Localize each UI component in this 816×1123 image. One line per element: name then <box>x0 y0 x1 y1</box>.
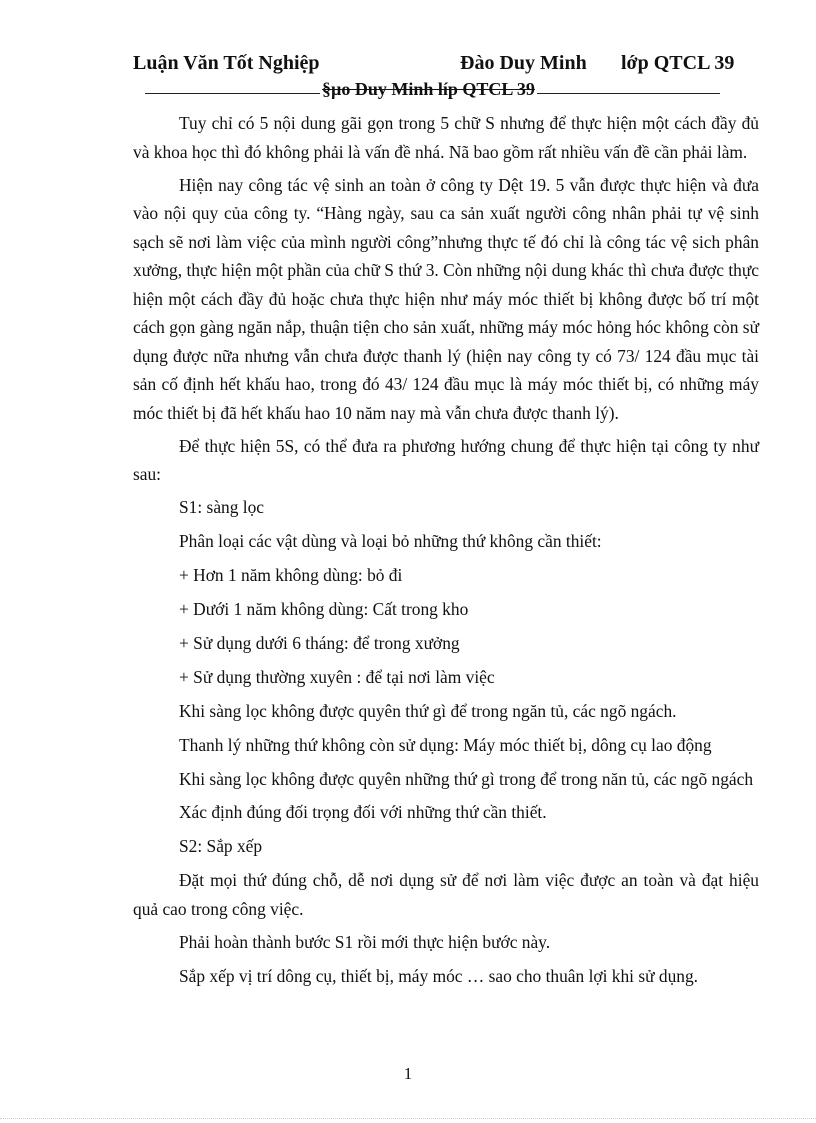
list-item: Phải hoàn thành bước S1 rồi mới thực hiện bước này. <box>179 931 551 952</box>
header-thesis-title: Luận Văn Tốt Nghiệp <box>133 52 320 74</box>
paragraph-direction: Để thực hiện 5S, có thể đưa ra phương hướng chung để thực hiện tại công ty như sau: <box>133 435 759 484</box>
paragraph-current-state: Hiện nay công tác vệ sinh an toàn ở công ty Dệt 19. 5 vẫn được thực hiện và đưa vào nội quy của công ty. “Hàng ngày, sau ca sản xuất người công nhân phải tự vệ sinh sạch sẽ nơi làm việc của mình người công”nhưng thực tế đó chỉ là công tác vệ sich phân xưởng, thực hiện một phần của chữ S thứ 3. Còn những nội dung khác thì chưa được thực hiện một cách đầy đủ hoặc chưa thực hiện như máy móc thiết bị không được bố trí một cách gọn gàng ngăn nắp, thuận tiện cho sản xuất, những máy móc hỏng hóc không còn sử dụng được nữa nhưng vẫn chưa được thanh lý (hiện nay công ty có 73/ 124 đầu mục tài sản cố định hết khấu hao, trong đó 43/ 124 đầu mục là máy móc thiết bị, có những máy móc thiết bị đã hết khấu hao 10 năm nay mà vẫn chưa được thanh lý). <box>133 174 759 423</box>
list-item: Khi sàng lọc không được quyên thứ gì để trong ngăn tủ, các ngõ ngách. <box>179 701 677 721</box>
page-bottom-edge <box>0 1118 816 1119</box>
header-author-name: Đào Duy Minh <box>460 52 587 74</box>
paragraph-sorting-note: Khi sàng lọc không được quyên những thứ gì trong để trong năn tủ, các ngõ ngách <box>179 769 754 789</box>
header-struck-text: §µo Duy Minh líp QTCL 39 <box>322 79 535 99</box>
list-item: Sắp xếp vị trí dông cụ, thiết bị, máy móc … sao cho thuân lợi khi sử dụng. <box>179 965 699 986</box>
paragraph-intro: Tuy chỉ có 5 nội dung gãi gọn trong 5 chữ S nhưng để thực hiện một cách đầy đủ và khoa học thì đó không phải là vấn đề nhá. Nã bao gồm rất nhiều vấn đề cần phải làm. <box>133 113 759 162</box>
page-header <box>133 52 748 82</box>
list-item: Phân loại các vật dùng và loại bỏ những thứ không cần thiết: <box>179 531 602 551</box>
document-body <box>133 109 759 996</box>
list-item: + Hơn 1 năm không dùng: bỏ đi <box>179 565 403 585</box>
header-class-name: lớp QTCL 39 <box>621 52 735 74</box>
list-item: Xác định đúng đối trọng đối với những thứ cần thiết. <box>179 802 547 822</box>
list-item: + Sử dụng thường xuyên : để tại nơi làm việc <box>179 667 495 687</box>
paragraph-s2: Đặt mọi thứ đúng chỗ, dễ nơi dụng sử để nơi làm việc được an toàn và đạt hiệu quả cao trong công việc. <box>133 870 759 919</box>
heading-s1: S1: sàng lọc <box>179 497 265 517</box>
heading-s2: S2: Sắp xếp <box>179 836 263 856</box>
page-number: 1 <box>403 1064 413 1083</box>
list-item: + Sử dụng dưới 6 tháng: để trong xưởng <box>179 633 460 653</box>
list-item: Thanh lý những thứ không còn sử dụng: Máy móc thiết bị, dông cụ lao động <box>179 735 712 755</box>
list-item: + Dưới 1 năm không dùng: Cất trong kho <box>179 599 469 619</box>
